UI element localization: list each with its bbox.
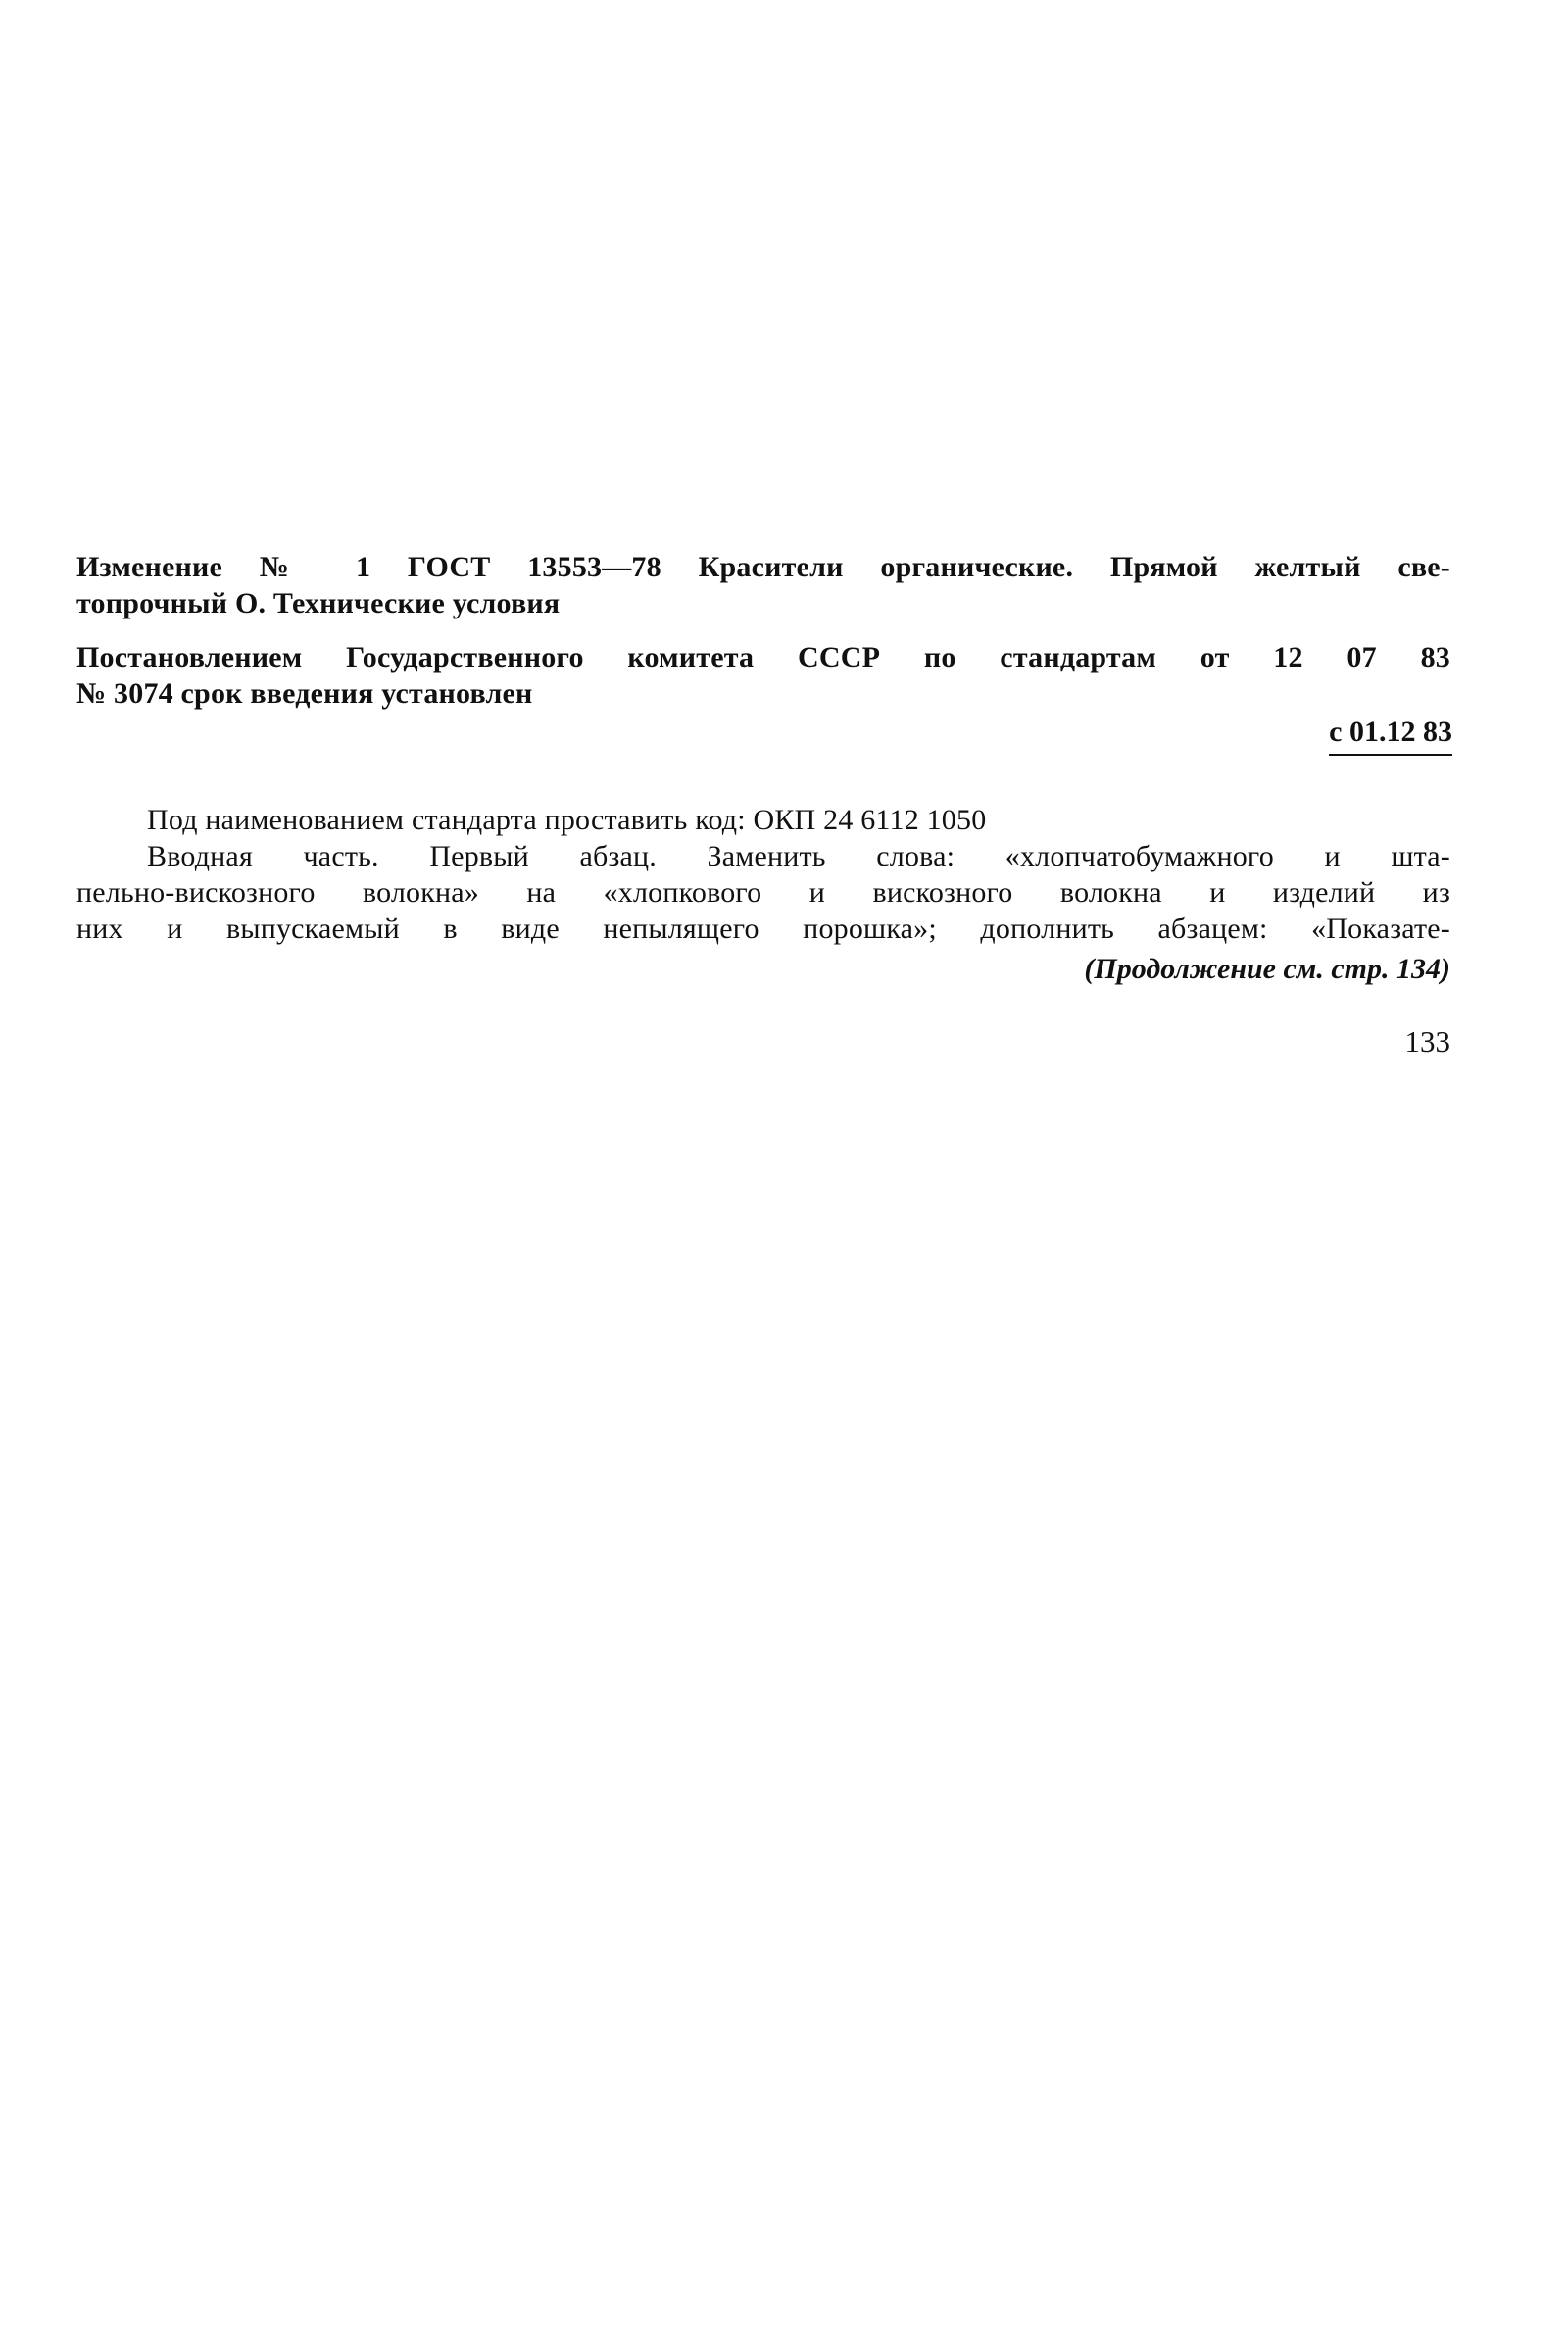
body-line: Вводная часть. Первый абзац. Заменить слова: «хлопчатобумажного и шта- [147, 840, 1450, 872]
effective-date [1329, 714, 1452, 756]
body-line: Под наименованием стандарта проставить код: ОКП 24 6112 1050 [147, 804, 987, 836]
amendment-body [76, 802, 1450, 947]
amendment-title-line: Изменение № 1 ГОСТ 13553—78 Красители органические. Прямой желтый све- [76, 551, 1450, 583]
body-line: пельно-вискозного волокна» на «хлопкового и вискозного волокна и изделий из [76, 876, 1450, 909]
amendment-title [76, 549, 1450, 621]
page-number: 133 [1404, 1024, 1450, 1059]
resolution-statement [76, 639, 1450, 712]
effective-date-underline [1329, 754, 1452, 756]
resolution-line: Постановлением Государственного комитета СССР по стандартам от 12 07 83 [76, 641, 1450, 673]
resolution-line: № 3074 срок введения установлен [76, 677, 533, 710]
body-line: них и выпускаемый в виде непылящего порошка»; дополнить абзацем: «Показате- [76, 913, 1450, 945]
effective-date-text: с 01.12 83 [1329, 716, 1452, 748]
continuation-note: (Продолжение см. стр. 134) [1084, 953, 1450, 985]
amendment-title-line: топрочный О. Технические условия [76, 587, 561, 619]
